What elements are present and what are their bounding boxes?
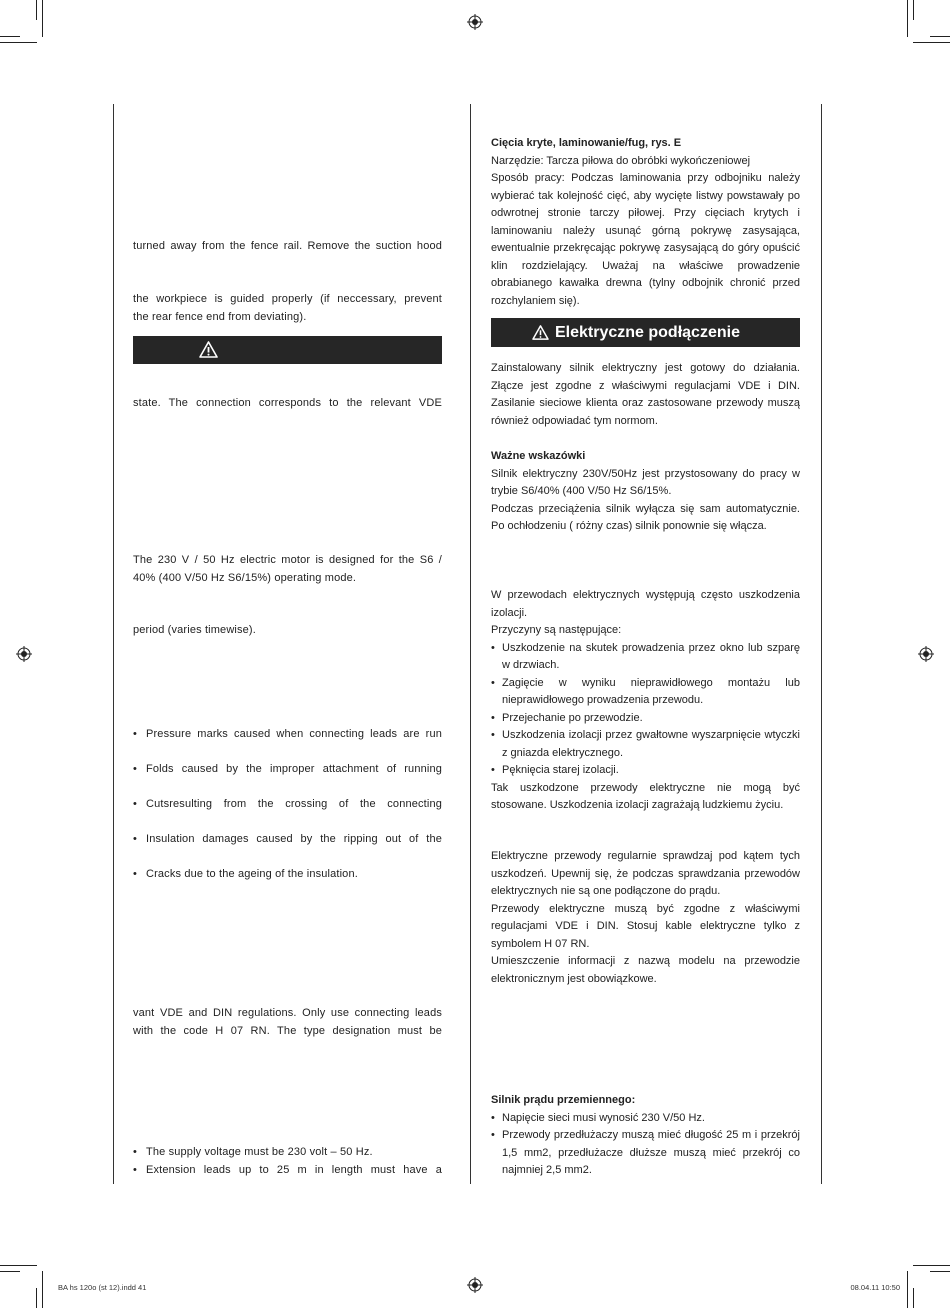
left-text-line: The 230 V / 50 Hz electric motor is designed for the S6 / (133, 554, 442, 566)
right-section-intro (491, 360, 800, 430)
electrical-connection-heading (491, 318, 800, 347)
crop-mark (42, 0, 43, 37)
crop-mark (930, 1271, 950, 1272)
warning-triangle-icon (532, 325, 549, 340)
section-title: Cięcia kryte, laminowanie/fug, rys. E (491, 137, 682, 149)
left-bullet: • Extension leads up to 25 m in length must have a (133, 1163, 442, 1176)
left-bullet: • The supply voltage must be 230 volt – 50 Hz. (133, 1146, 373, 1158)
crop-mark (930, 36, 950, 37)
registration-mark-icon (467, 14, 483, 30)
heading-text: Elektryczne podłączenie (555, 323, 740, 341)
left-bullet: • Folds caused by the improper attachment of running (133, 763, 442, 775)
paragraph: Tak uszkodzone przewody elektryczne nie mogą być stosowane. Uszkodzenia izolacji zagrażają ludzkiemu życiu. (491, 781, 800, 811)
paragraph: Narzędzie: Tarcza piłowa do obróbki wykończeniowej (491, 154, 751, 167)
list-item: • Przejechanie po przewodzie. (491, 711, 643, 724)
registration-mark-icon (467, 1277, 483, 1293)
section-title: Silnik prądu przemiennego: (491, 1094, 636, 1106)
right-section-ac-motor (491, 1092, 800, 1180)
warning-bar (133, 336, 442, 364)
left-bullet: • Cracks due to the ageing of the insulation. (133, 868, 358, 880)
crop-mark (36, 1288, 37, 1308)
column-rule (113, 104, 114, 1184)
paragraph: Zainstalowany silnik elektryczny jest gotowy do działania. Złącze jest zgodne z właściwymi regulacjami VDE i DIN. Zasilanie sieciowe klienta oraz zastosowane przewody muszą również odpowiadać tym normom. (491, 362, 800, 427)
left-text-line: state. The connection corresponds to the relevant VDE (133, 397, 442, 409)
list-item: • Pęknięcia starej izolacji. (491, 764, 619, 776)
crop-mark (913, 0, 914, 20)
paragraph: Umieszczenie informacji z nazwą modelu na przewodzie elektronicznym jest obowiązkowe. (491, 955, 800, 985)
right-section-important (491, 448, 800, 536)
left-text-line: vant VDE and DIN regulations. Only use connecting leads (133, 1007, 442, 1019)
left-text-line: turned away from the fence rail. Remove the suction hood (133, 240, 442, 252)
footer-timestamp: 08.04.11 10:50 (850, 1283, 900, 1292)
right-section-damage (491, 587, 800, 815)
list-item: • Napięcie sieci musi wynosić 230 V/50 Hz. (491, 1111, 705, 1124)
list-item: • Zagięcie w wyniku nieprawidłowego montażu lub nieprawidłowego prowadzenia przewodu. (491, 676, 800, 706)
list-item: • Przewody przedłużaczy muszą mieć długość 25 m i przekrój 1,5 mm2, przedłużacze dłuższe muszą mieć przekrój co najmniej 2,5 mm2. (491, 1129, 800, 1176)
crop-mark (913, 1265, 950, 1266)
crop-mark (42, 1271, 43, 1308)
column-rule (821, 104, 822, 1184)
column-rule (470, 104, 471, 1184)
paragraph: Elektryczne przewody regularnie sprawdzaj pod kątem tych uszkodzeń. Upewnij się, że podczas sprawdzania przewodów elektrycznych nie są one podłączone do prądu. (491, 850, 800, 897)
crop-mark (913, 1288, 914, 1308)
list-item: • Uszkodzenie na skutek prowadzenia przez okno lub szparę w drzwiach. (491, 641, 800, 671)
right-section-check (491, 848, 800, 988)
warning-triangle-icon (199, 341, 218, 358)
crop-mark (0, 1265, 37, 1266)
crop-mark (36, 0, 37, 20)
crop-mark (0, 42, 37, 43)
paragraph: Przewody elektryczne muszą być zgodne z właściwymi regulacjami VDE i DIN. Stosuj kable elektryczne tylko z symbolem H 07 RN. (491, 902, 800, 950)
left-text-line: the workpiece is guided properly (if neccessary, prevent (133, 293, 442, 305)
paragraph: Sposób pracy: Podczas laminowania przy odbojniku należy wybierać tak kolejność cięć, aby wycięte listwy powstawały po odwrotnej stronie tarczy piłowej. Przy cięciach krytych i laminowaniu należy usunąć górną pokrywę zasysająca, ewentualnie przekręcając pokrywę zasysającą do góry opuścić klin rozdzielający. Uważaj na właściwe prowadzenie obrabianego kawałka drewna (tylny odbojnik chronić przed rozchylaniem się). (491, 172, 800, 307)
left-text-line: the rear fence end from deviating). (133, 310, 307, 323)
left-text-line: with the code H 07 RN. The type designation must be (133, 1024, 442, 1037)
left-bullet: • Pressure marks caused when connecting leads are run (133, 728, 442, 740)
crop-mark (0, 36, 20, 37)
list-item: • Uszkodzenia izolacji przez gwałtowne wyszarpnięcie wtyczki z gniazda elektrycznego. (491, 729, 800, 759)
registration-mark-icon (16, 646, 32, 662)
crop-mark (907, 0, 908, 37)
paragraph: Przyczyny są następujące: (491, 624, 622, 636)
paragraph: Silnik elektryczny 230V/50Hz jest przystosowany do pracy w trybie S6/40% (400 V/50 Hz S6/15%. (491, 467, 800, 497)
right-section-laminating (491, 135, 800, 310)
footer-filename: BA hs 120o (st 12).indd 41 (58, 1283, 147, 1292)
paragraph: W przewodach elektrycznych występują często uszkodzenia izolacji. (491, 589, 800, 619)
left-bullet: • Cutsresulting from the crossing of the connecting (133, 798, 442, 810)
left-text-line: period (varies timewise). (133, 624, 256, 636)
crop-mark (0, 1271, 20, 1272)
crop-mark (907, 1271, 908, 1308)
registration-mark-icon (918, 646, 934, 662)
paragraph: Podczas przeciążenia silnik wyłącza się sam automatycznie. Po ochłodzeniu ( różny czas) silnik ponownie się włącza. (491, 502, 800, 532)
section-title: Ważne wskazówki (491, 450, 586, 462)
crop-mark (913, 42, 950, 43)
left-text-line: 40% (400 V/50 Hz S6/15%) operating mode. (133, 571, 357, 584)
left-bullet: • Insulation damages caused by the ripping out of the (133, 833, 442, 845)
